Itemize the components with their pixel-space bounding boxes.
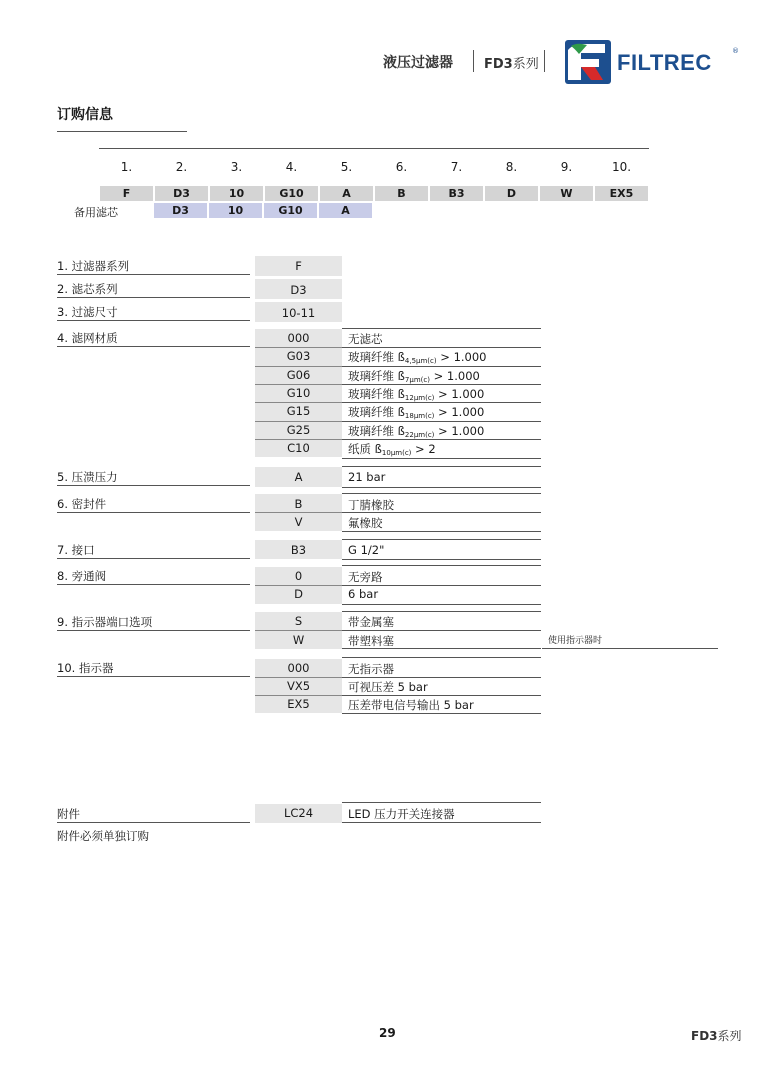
code-indport: S xyxy=(294,614,303,628)
code-media: G25 xyxy=(286,423,311,437)
label-indicator-port: 9. 指示器端口选项 xyxy=(57,615,153,629)
code-seal: V xyxy=(294,515,303,529)
rule xyxy=(542,648,718,649)
label-seals: 6. 密封件 xyxy=(57,497,107,511)
rule xyxy=(342,384,541,385)
rule xyxy=(342,487,541,488)
rule xyxy=(57,512,250,513)
rule xyxy=(255,384,342,385)
label-filter-series: 1. 过滤器系列 xyxy=(57,259,130,273)
code-media: G15 xyxy=(286,404,311,418)
code-indicator: VX5 xyxy=(286,679,311,693)
rule xyxy=(342,695,541,696)
rule xyxy=(57,630,250,631)
desc-media: 玻璃纤维 $ß_{4,5\mu m(c)} > 1.000$ xyxy=(348,350,487,365)
rule xyxy=(342,512,541,513)
rule xyxy=(342,493,541,494)
rule xyxy=(342,604,541,605)
rule xyxy=(342,421,541,422)
desc-collapse: 21 bar xyxy=(348,470,386,484)
rule xyxy=(342,630,541,631)
desc-indport: 带塑料塞 xyxy=(348,634,394,648)
code-element: D3 xyxy=(290,283,307,297)
rule xyxy=(342,565,541,566)
desc-port: G 1/2" xyxy=(348,543,385,557)
rule xyxy=(342,677,541,678)
code-series: F xyxy=(295,259,302,273)
example-code-cell: EX5 xyxy=(595,186,648,201)
header-title: 液压过滤器 xyxy=(383,55,453,71)
rule xyxy=(342,347,541,348)
rule xyxy=(57,320,250,321)
code-indport: W xyxy=(292,633,305,647)
desc-accessory: LED 压力开关连接器 xyxy=(348,807,455,821)
desc-indport: 带金属塞 xyxy=(348,615,394,629)
rule xyxy=(342,611,541,612)
rule xyxy=(342,713,541,714)
label-bypass-valve: 8. 旁通阀 xyxy=(57,569,107,583)
brand-name: FILTREC xyxy=(617,50,712,75)
desc-seal: 氟橡胶 xyxy=(348,516,383,530)
desc-seal: 丁腈橡胶 xyxy=(348,498,394,512)
rule xyxy=(255,695,342,696)
section-title-rule xyxy=(57,131,187,132)
code-table-rule xyxy=(99,148,649,149)
desc-media: 玻璃纤维 $ß_{12\mu m(c)} > 1.000$ xyxy=(348,387,485,402)
position-number: 7. xyxy=(450,160,463,174)
position-number: 6. xyxy=(395,160,408,174)
header-series: FD3系列 xyxy=(484,57,539,72)
rule xyxy=(57,822,250,823)
code-bypass: 0 xyxy=(294,569,303,583)
spare-code-cell: 10 xyxy=(209,203,262,218)
code-indicator: EX5 xyxy=(287,697,310,711)
desc-media: 玻璃纤维 $ß_{22\mu m(c)} > 1.000$ xyxy=(348,424,485,439)
code-size: 10-11 xyxy=(281,306,316,320)
label-indicator: 10. 指示器 xyxy=(57,661,114,675)
spare-code-cell: D3 xyxy=(154,203,207,218)
header-divider xyxy=(473,50,474,72)
rule xyxy=(342,822,541,823)
rule xyxy=(342,802,541,803)
rule xyxy=(255,585,342,586)
code-media: G06 xyxy=(286,368,311,382)
example-code-cell: W xyxy=(540,186,593,201)
rule xyxy=(342,559,541,560)
position-number: 3. xyxy=(230,160,243,174)
example-code-cell: B3 xyxy=(430,186,483,201)
rule xyxy=(342,439,541,440)
spare-code-cell: G10 xyxy=(264,203,317,218)
label-element-series: 2. 滤芯系列 xyxy=(57,282,118,296)
rule xyxy=(57,584,250,585)
rule xyxy=(342,458,541,459)
code-media: 000 xyxy=(287,331,310,345)
desc-indicator: 可视压差 5 bar xyxy=(348,680,428,694)
spare-code-cell: A xyxy=(319,203,372,218)
label-filter-size: 3. 过滤尺寸 xyxy=(57,305,118,319)
registered-mark: ® xyxy=(732,47,739,55)
desc-indicator: 无指示器 xyxy=(348,662,394,676)
rule xyxy=(57,346,250,347)
code-collapse: A xyxy=(294,470,303,484)
rule xyxy=(255,421,342,422)
page-number: 29 xyxy=(379,1026,396,1040)
rule xyxy=(57,676,250,677)
desc-media: 纸质 $ß_{10\mu m(c)} > 2$ xyxy=(348,442,436,457)
example-code-cell: B xyxy=(375,186,428,201)
rule xyxy=(342,539,541,540)
desc-media: 无滤芯 xyxy=(348,332,383,346)
label-filter-media: 4. 滤网材质 xyxy=(57,331,118,345)
rule xyxy=(342,466,541,467)
rule xyxy=(342,531,541,532)
code-bypass: D xyxy=(294,587,303,601)
section-title: 订购信息 xyxy=(57,107,113,123)
rule xyxy=(57,485,250,486)
rule xyxy=(255,366,342,367)
position-number: 1. xyxy=(120,160,133,174)
rule xyxy=(255,439,342,440)
position-number: 8. xyxy=(505,160,518,174)
code-port: B3 xyxy=(290,543,307,557)
position-number: 2. xyxy=(175,160,188,174)
header-divider xyxy=(544,50,545,72)
rule xyxy=(342,648,541,649)
code-media: G03 xyxy=(286,349,311,363)
example-code-cell: D3 xyxy=(155,186,208,201)
rule xyxy=(255,677,342,678)
example-code-cell: 10 xyxy=(210,186,263,201)
example-code-cell: A xyxy=(320,186,373,201)
indport-note: 使用指示器时 xyxy=(548,636,603,646)
desc-media: 玻璃纤维 $ß_{18\mu m(c)} > 1.000$ xyxy=(348,405,485,420)
rule xyxy=(255,512,342,513)
desc-bypass: 6 bar xyxy=(348,587,379,601)
rule xyxy=(342,402,541,403)
code-media: G10 xyxy=(286,386,311,400)
rule xyxy=(57,558,250,559)
rule xyxy=(342,585,541,586)
desc-media: 玻璃纤维 $ß_{7\mu m(c)} > 1.000$ xyxy=(348,369,480,384)
position-number: 5. xyxy=(340,160,353,174)
example-code-cell: G10 xyxy=(265,186,318,201)
spare-element-label: 备用滤芯 xyxy=(74,206,118,219)
rule xyxy=(255,347,342,348)
label-port: 7. 接口 xyxy=(57,543,95,557)
code-seal: B xyxy=(294,497,303,511)
rule xyxy=(57,297,250,298)
accessory-note: 附件必须单独订购 xyxy=(57,829,149,843)
rule xyxy=(342,328,541,329)
rule xyxy=(57,274,250,275)
example-code-cell: D xyxy=(485,186,538,201)
label-collapse-pressure: 5. 压溃压力 xyxy=(57,470,118,484)
code-accessory: LC24 xyxy=(283,806,314,820)
position-number: 10. xyxy=(611,160,632,174)
rule xyxy=(342,366,541,367)
rule xyxy=(342,657,541,658)
position-number: 4. xyxy=(285,160,298,174)
rule xyxy=(255,630,342,631)
rule xyxy=(255,402,342,403)
label-accessories: 附件 xyxy=(57,807,80,821)
code-media: C10 xyxy=(287,441,310,455)
desc-indicator: 压差带电信号输出 5 bar xyxy=(348,698,474,712)
desc-bypass: 无旁路 xyxy=(348,570,383,584)
position-number: 9. xyxy=(560,160,573,174)
footer-series: FD3系列 xyxy=(691,1029,742,1043)
example-code-cell: F xyxy=(100,186,153,201)
filtrec-logo-icon xyxy=(565,40,611,84)
code-indicator: 000 xyxy=(287,661,310,675)
